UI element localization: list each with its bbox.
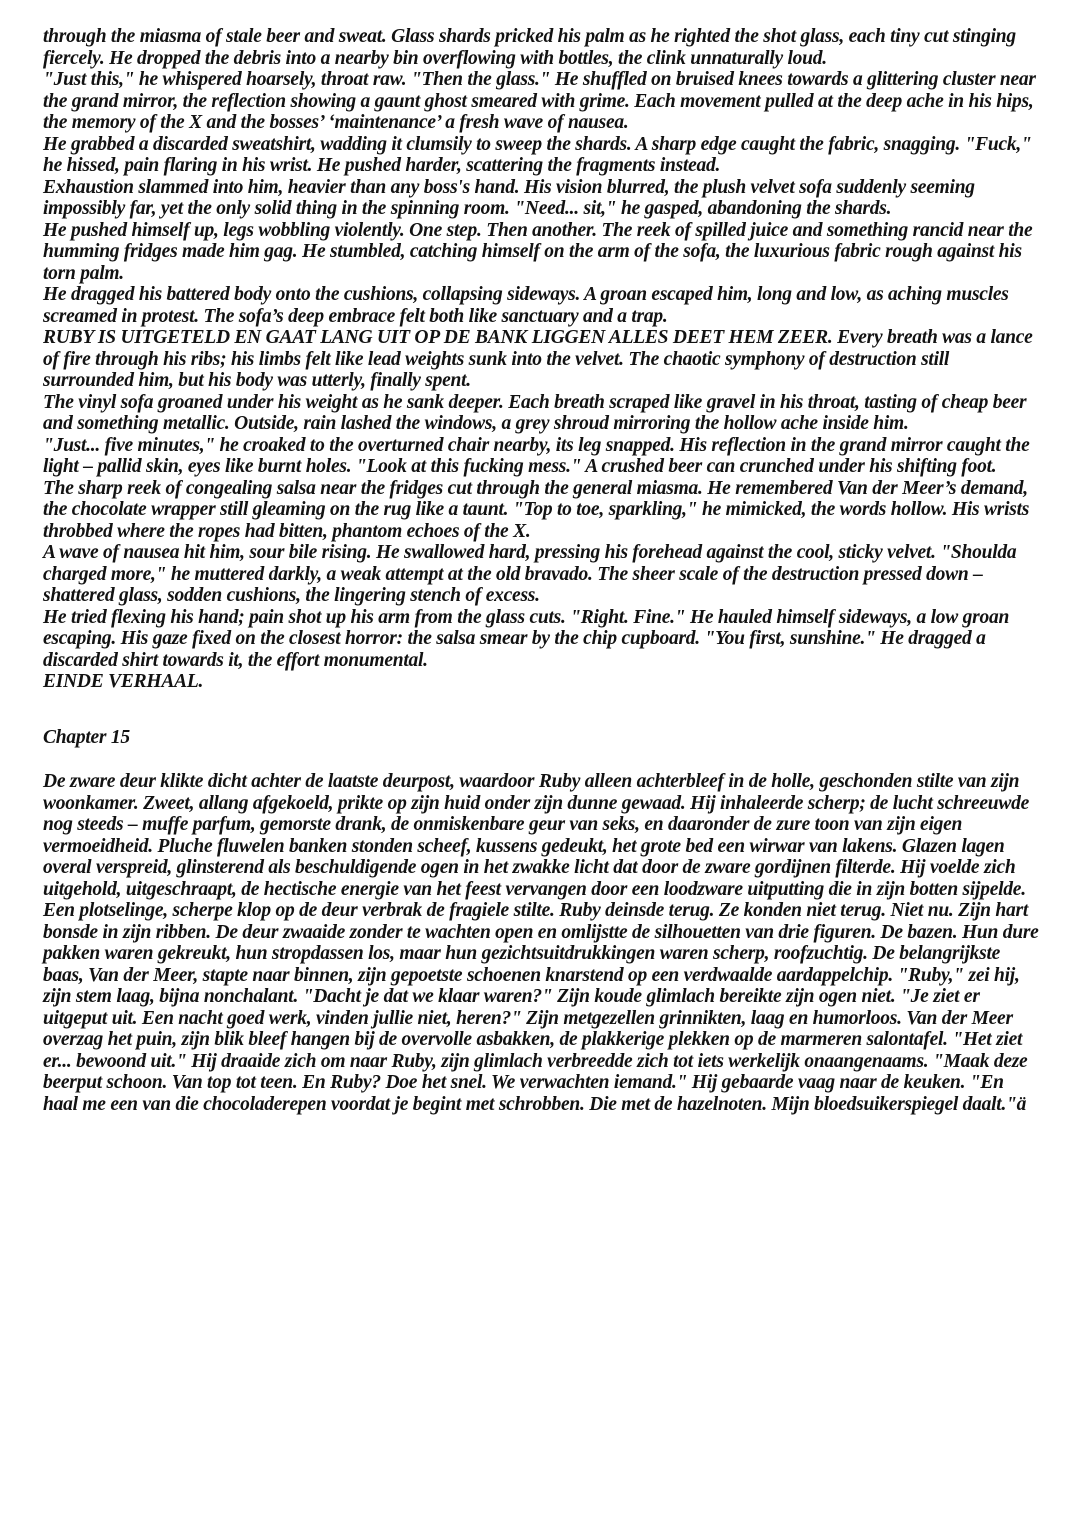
story-paragraph: RUBY IS UITGETELD EN GAAT LANG UIT OP DE BANK LIGGEN ALLES DEET HEM ZEER. Every breath was a lance of fire through his ribs; his limbs felt like lead weights sunk into the velvet. The chaotic symphony of destruction still surrounded him, but his body was utterly, finally spent. [43, 327, 1033, 391]
story-paragraph: through the miasma of stale beer and sweat. Glass shards pricked his palm as he righted the shot glass, each tiny cut stinging fiercely. He dropped the debris into a nearby bin overflowing with bottles, the clink unnaturally loud. [43, 26, 1016, 69]
story-paragraph: De zware deur klikte dicht achter de laatste deurpost, waardoor Ruby alleen achterbleef in de holle, geschonden stilte van zijn woonkamer. Zweet, allang afgekoeld, prikte op zijn huid onder zijn dunne gewaad. Hij inhaleerde scherp; de lucht schreeuwde nog steeds – muffe parfum, gemorste drank, de onmiskenbare geur van seks, en daaronder de zure toon van zijn eigen vermoeidheid. Pluche fluwelen banken stonden scheef, kussens gedeukt, het grote bed een wirwar van lakens. Glazen lagen overal verspreid, glinsterend als beschuldigende ogen in het zwakke licht dat door de zware gordijnen filterde. Hij voelde zich uitgehold, uitgeschraapt, de hectische energie van het feest vervangen door een loodzware uitputting die in zijn botten sijpelde. [43, 771, 1030, 900]
story-paragraph: Exhaustion slammed into him, heavier than any boss's hand. His vision blurred, the plush velvet sofa suddenly seeming impossibly far, yet the only solid thing in the spinning room. "Need... sit," he gasped, abandoning the shards. [43, 176, 975, 219]
story-paragraph: A wave of nausea hit him, sour bile rising. He swallowed hard, pressing his forehead against the cool, sticky velvet. "Shoulda charged more," he muttered darkly, a weak attempt at the old bravado. The sheer scale of the destruction pressed down – shattered glass, sodden cushions, the lingering stench of excess. [43, 542, 1017, 606]
story-paragraph: He tried flexing his hand; pain shot up his arm from the glass cuts. "Right. Fine." He hauled himself sideways, a low groan escaping. His gaze fixed on the closest horror: the salsa smear by the chip cupboard. "You first, sunshine." He dragged a discarded shirt towards it, the effort monumental. [43, 606, 1010, 671]
story-paragraph: "Just... five minutes," he croaked to the overturned chair nearby, its leg snapped. His reflection in the grand mirror caught the light – pallid skin, eyes like burnt holes. "Look at this fucking mess." A crushed beer can crunched under his shifting foot. [43, 434, 1030, 477]
story-paragraph: The sharp reek of congealing salsa near the fridges cut through the general miasma. He remembered Van der Meer’s demand, the chocolate wrapper still gleaming on the rug like a taunt. "Top to toe, sparkling," he mimicked, the words hollow. His wrists throbbed where the ropes had bitten, phantom echoes of the X. [43, 477, 1030, 542]
chapter-heading: Chapter 15 [43, 726, 130, 748]
story-paragraph: Een plotselinge, scherpe klop op de deur verbrak de fragiele stilte. Ruby deinsde terug. Ze konden niet terug. Niet nu. Zijn hart bonsde in zijn ribben. De deur zwaaide zonder te wachten open en omlijstte de silhouetten van drie figuren. De bazen. Hun dure pakken waren gekreukt, hun stropdassen los, maar hun gezichtsuitdrukkingen waren scherp, roofzuchtig. De belangrijkste baas, Van der Meer, stapte naar binnen, zijn gepoetste schoenen knarstend op een verdwaalde aardappelchip. "Ruby," zei hij, zijn stem laag, bijna nonchalant. "Dacht je dat we klaar waren?" Zijn koude glimlach bereikte zijn ogen niet. "Je ziet er uitgeput uit. Een nacht goed werk, vinden jullie niet, heren?" Zijn metgezellen grinnikten, laag en humorloos. Van der Meer overzag het puin, zijn blik bleef hangen bij de overvolle asbakken, de plakkerige plekken op de marmeren salontafel. "Het ziet er... bewoond uit." Hij draaide zich om naar Ruby, zijn glimlach verbreedde zich tot iets werkelijk onaangenaams. "Maak deze beerput schoon. Van top tot teen. En Ruby? Doe het snel. We verwachten iemand." Hij gebaarde vaag naar de keuken. "En haal me een van die chocoladerepen voordat je begint met schrobben. Die met de hazelnoten. Mijn bloedsuikerspiegel daalt."ä [43, 900, 1039, 1115]
story-paragraph: He pushed himself up, legs wobbling violently. One step. Then another. The reek of spilled juice and something rancid near the humming fridges made him gag. He stumbled, catching himself on the arm of the sofa, the luxurious fabric rough against his torn palm. [43, 219, 1033, 284]
story-paragraph: "Just this," he whispered hoarsely, throat raw. "Then the glass." He shuffled on bruised knees towards a glittering cluster near the grand mirror, the reflection showing a gaunt ghost smeared with grime. Each movement pulled at the deep ache in his hips, the memory of the X and the bosses’ ‘maintenance’ a fresh wave of nausea. [43, 69, 1036, 133]
story-paragraph: He grabbed a discarded sweatshirt, wadding it clumsily to sweep the shards. A sharp edge caught the fabric, snagging. "Fuck," he hissed, pain flaring in his wrist. He pushed harder, scattering the fragments instead. [43, 133, 1032, 176]
story-paragraph: He dragged his battered body onto the cushions, collapsing sideways. A groan escaped him, long and low, as aching muscles screamed in protest. The sofa’s deep embrace felt both like sanctuary and a trap. [43, 284, 1009, 327]
story-end-marker: EINDE VERHAAL. [43, 671, 204, 692]
story-paragraph: The vinyl sofa groaned under his weight as he sank deeper. Each breath scraped like gravel in his throat, tasting of cheap beer and something metallic. Outside, rain lashed the windows, a grey shroud mirroring the hollow ache inside him. [43, 391, 1027, 434]
